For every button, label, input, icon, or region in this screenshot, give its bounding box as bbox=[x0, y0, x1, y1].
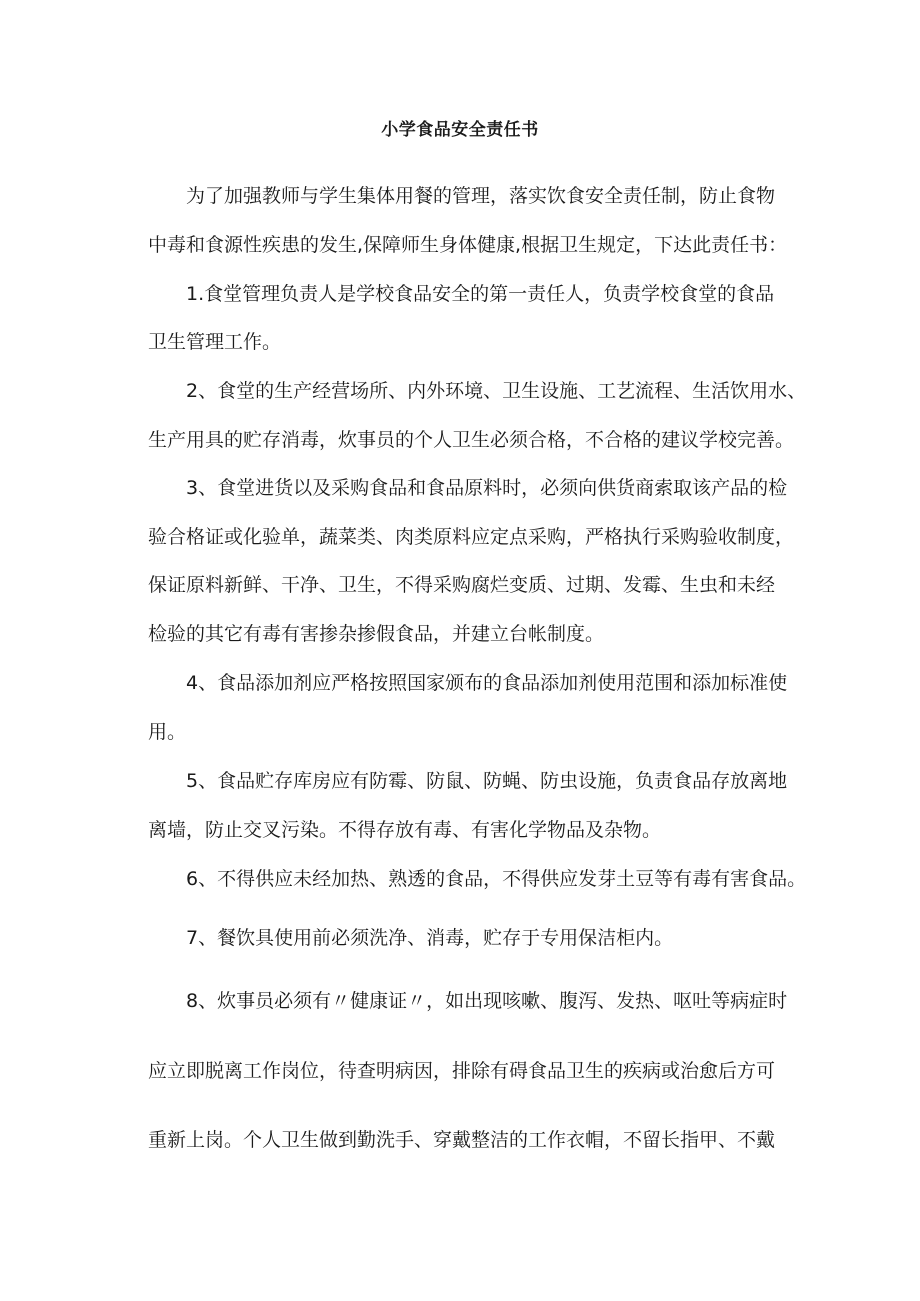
item-7-line-1: 7、餐饮具使用前必须洗净、消毒，贮存于专用保洁柜内。 bbox=[186, 927, 674, 949]
intro-line-2: 中毒和食源性疾患的发生,保障师生身体健康,根据卫生规定，下达此责任书： bbox=[148, 234, 788, 256]
item-3-line-4: 检验的其它有毒有害掺杂掺假食品，并建立台帐制度。 bbox=[148, 623, 605, 645]
item-8-line-1: 8、炊事员必须有〃健康证〃，如出现咳嗽、腹泻、发热、呕吐等病症时 bbox=[186, 990, 788, 1012]
item-4-line-1: 4、食品添加剂应严格按照国家颁布的食品添加剂使用范围和添加标准使 bbox=[186, 672, 788, 694]
item-8-line-3: 重新上岗。个人卫生做到勤洗手、穿戴整洁的工作衣帽，不留长指甲、不戴 bbox=[148, 1129, 776, 1151]
intro-line-1: 为了加强教师与学生集体用餐的管理，落实饮食安全责任制，防止食物 bbox=[186, 185, 776, 207]
item-4-line-2: 用。 bbox=[148, 721, 187, 743]
item-5-line-2: 离墙，防止交叉污染。不得存放有毒、有害化学物品及杂物。 bbox=[148, 819, 662, 841]
document-title: 小学食品安全责任书 bbox=[381, 120, 539, 140]
item-8-line-2: 应立即脱离工作岗位，待查明病因，排除有碍食品卫生的疾病或治愈后方可 bbox=[148, 1060, 776, 1082]
item-6-line-1: 6、不得供应未经加热、熟透的食品，不得供应发芽土豆等有毒有害食品。 bbox=[186, 868, 807, 890]
item-3-line-3: 保证原料新鲜、干净、卫生，不得采购腐烂变质、过期、发霉、生虫和未经 bbox=[148, 574, 776, 596]
item-3-line-1: 3、食堂进货以及采购食品和食品原料时，必须向供货商索取该产品的检 bbox=[186, 477, 788, 499]
item-2-line-1: 2、食堂的生产经营场所、内外环境、卫生设施、工艺流程、生活饮用水、 bbox=[186, 380, 807, 402]
item-1-line-1: 1.食堂管理负责人是学校食品安全的第一责任人，负责学校食堂的食品 bbox=[186, 283, 775, 305]
item-1-line-2: 卫生管理工作。 bbox=[148, 331, 282, 353]
item-5-line-1: 5、食品贮存库房应有防霉、防鼠、防蝇、防虫设施，负责食品存放离地 bbox=[186, 770, 788, 792]
item-2-line-2: 生产用具的贮存消毒，炊事员的个人卫生必须合格，不合格的建议学校完善。 bbox=[148, 429, 795, 451]
item-3-line-2: 验合格证或化验单，蔬菜类、肉类原料应定点采购，严格执行采购验收制度， bbox=[148, 526, 795, 548]
